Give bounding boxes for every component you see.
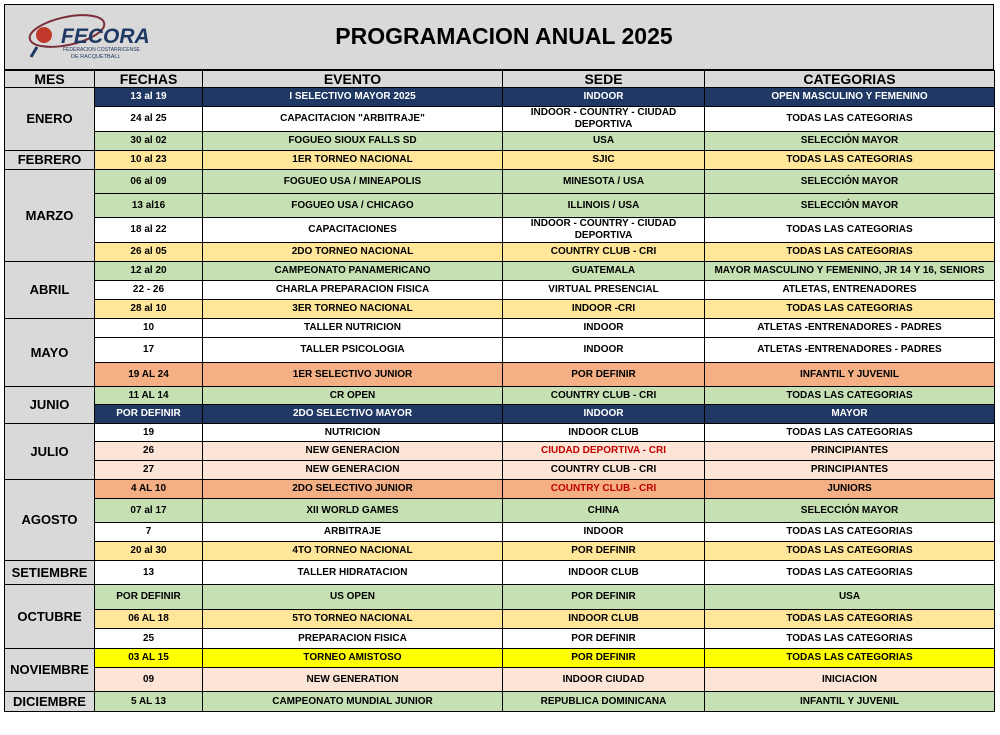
sede-cell: POR DEFINIR — [503, 649, 705, 668]
schedule-row — [5, 442, 995, 461]
categorias-cell: OPEN MASCULINO Y FEMENINO — [705, 88, 995, 107]
evento-cell: 4TO TORNEO NACIONAL — [203, 542, 503, 561]
month-cell: FEBRERO — [5, 151, 95, 170]
categorias-cell: ATLETAS -ENTRENADORES - PADRES — [705, 338, 995, 363]
sede-cell: INDOOR CLUB — [503, 561, 705, 585]
evento-cell: PREPARACION FISICA — [203, 629, 503, 649]
fechas-cell: 28 al 10 — [95, 300, 203, 319]
sede-cell: INDOOR -CRI — [503, 300, 705, 319]
schedule-row — [5, 585, 995, 610]
sede-cell: INDOOR CLUB — [503, 610, 705, 629]
schedule-row — [5, 424, 995, 442]
month-cell: ABRIL — [5, 262, 95, 319]
fechas-cell: POR DEFINIR — [95, 585, 203, 610]
fechas-cell: 4 AL 10 — [95, 480, 203, 499]
column-header-evento: EVENTO — [203, 71, 503, 88]
evento-cell: NEW GENERACION — [203, 461, 503, 480]
schedule-row — [5, 170, 995, 194]
column-header-categorias: CATEGORIAS — [705, 71, 995, 88]
sede-cell: VIRTUAL PRESENCIAL — [503, 281, 705, 300]
column-header-mes: MES — [5, 71, 95, 88]
schedule-row — [5, 405, 995, 424]
fechas-cell: 10 — [95, 319, 203, 338]
evento-cell: CHARLA PREPARACION FISICA — [203, 281, 503, 300]
month-cell: ENERO — [5, 88, 95, 151]
schedule-row — [5, 561, 995, 585]
fechas-cell: 12 al 20 — [95, 262, 203, 281]
categorias-cell: PRINCIPIANTES — [705, 442, 995, 461]
categorias-cell: TODAS LAS CATEGORIAS — [705, 151, 995, 170]
schedule-row — [5, 194, 995, 218]
fechas-cell: 03 AL 15 — [95, 649, 203, 668]
schedule-row — [5, 387, 995, 405]
evento-cell: 2DO SELECTIVO MAYOR — [203, 405, 503, 424]
month-cell: MAYO — [5, 319, 95, 387]
evento-cell: XII WORLD GAMES — [203, 499, 503, 523]
evento-cell: NEW GENERATION — [203, 668, 503, 692]
month-cell: NOVIEMBRE — [5, 649, 95, 692]
categorias-cell: USA — [705, 585, 995, 610]
fechas-cell: 13 al 19 — [95, 88, 203, 107]
sede-cell: COUNTRY CLUB - CRI — [503, 387, 705, 405]
fechas-cell: 17 — [95, 338, 203, 363]
sede-cell: CIUDAD DEPORTIVA - CRI — [503, 442, 705, 461]
evento-cell: NUTRICION — [203, 424, 503, 442]
evento-cell: 1ER SELECTIVO JUNIOR — [203, 363, 503, 387]
fechas-cell: 18 al 22 — [95, 218, 203, 243]
fechas-cell: POR DEFINIR — [95, 405, 203, 424]
month-cell: MARZO — [5, 170, 95, 262]
logo-text: FECORA — [61, 25, 150, 48]
categorias-cell: TODAS LAS CATEGORIAS — [705, 243, 995, 262]
evento-cell: TALLER HIDRATACION — [203, 561, 503, 585]
sede-cell: GUATEMALA — [503, 262, 705, 281]
categorias-cell: INFANTIL Y JUVENIL — [705, 692, 995, 712]
schedule-table — [4, 70, 995, 712]
evento-cell: 2DO SELECTIVO JUNIOR — [203, 480, 503, 499]
fechas-cell: 20 al 30 — [95, 542, 203, 561]
evento-cell: 3ER TORNEO NACIONAL — [203, 300, 503, 319]
month-cell: AGOSTO — [5, 480, 95, 561]
schedule-row — [5, 363, 995, 387]
categorias-cell: TODAS LAS CATEGORIAS — [705, 300, 995, 319]
sede-cell: MINESOTA / USA — [503, 170, 705, 194]
evento-cell: CAPACITACIONES — [203, 218, 503, 243]
sede-cell: CHINA — [503, 499, 705, 523]
sede-cell: POR DEFINIR — [503, 629, 705, 649]
logo-subtitle-2: DE RACQUETBALL — [71, 54, 121, 60]
fechas-cell: 06 al 09 — [95, 170, 203, 194]
sede-cell: POR DEFINIR — [503, 542, 705, 561]
schedule-row — [5, 461, 995, 480]
schedule-sheet — [4, 4, 994, 712]
schedule-row — [5, 300, 995, 319]
fechas-cell: 26 — [95, 442, 203, 461]
evento-cell: 1ER TORNEO NACIONAL — [203, 151, 503, 170]
fechas-cell: 06 AL 18 — [95, 610, 203, 629]
evento-cell: I SELECTIVO MAYOR 2025 — [203, 88, 503, 107]
evento-cell: NEW GENERACION — [203, 442, 503, 461]
evento-cell: FOGUEO USA / MINEAPOLIS — [203, 170, 503, 194]
schedule-row — [5, 480, 995, 499]
schedule-row — [5, 88, 995, 107]
sede-cell: INDOOR — [503, 338, 705, 363]
categorias-cell: SELECCIÓN MAYOR — [705, 170, 995, 194]
sede-cell: INDOOR — [503, 88, 705, 107]
evento-cell: TALLER PSICOLOGIA — [203, 338, 503, 363]
categorias-cell: SELECCIÓN MAYOR — [705, 132, 995, 151]
fechas-cell: 07 al 17 — [95, 499, 203, 523]
categorias-cell: INICIACION — [705, 668, 995, 692]
categorias-cell: SELECCIÓN MAYOR — [705, 499, 995, 523]
column-header-sede: SEDE — [503, 71, 705, 88]
fechas-cell: 19 — [95, 424, 203, 442]
schedule-row — [5, 243, 995, 262]
evento-cell: CAMPEONATO MUNDIAL JUNIOR — [203, 692, 503, 712]
month-cell: JULIO — [5, 424, 95, 480]
schedule-row — [5, 338, 995, 363]
fechas-cell: 24 al 25 — [95, 107, 203, 132]
categorias-cell: TODAS LAS CATEGORIAS — [705, 424, 995, 442]
sede-cell: REPUBLICA DOMINICANA — [503, 692, 705, 712]
sede-cell: INDOOR CIUDAD — [503, 668, 705, 692]
categorias-cell: MAYOR MASCULINO Y FEMENINO, JR 14 Y 16, SENIORS — [705, 262, 995, 281]
categorias-cell: INFANTIL Y JUVENIL — [705, 363, 995, 387]
logo-subtitle-1: FEDERACION COSTARRICENSE — [63, 47, 140, 53]
fechas-cell: 25 — [95, 629, 203, 649]
column-header-row — [5, 71, 995, 88]
categorias-cell: TODAS LAS CATEGORIAS — [705, 610, 995, 629]
sede-cell: INDOOR — [503, 319, 705, 338]
sede-cell: INDOOR - COUNTRY - CIUDAD DEPORTIVA — [503, 107, 705, 132]
sede-cell: COUNTRY CLUB - CRI — [503, 480, 705, 499]
page-title: PROGRAMACION ANUAL 2025 — [335, 23, 673, 49]
categorias-cell: TODAS LAS CATEGORIAS — [705, 649, 995, 668]
sede-cell: POR DEFINIR — [503, 585, 705, 610]
categorias-cell: TODAS LAS CATEGORIAS — [705, 629, 995, 649]
evento-cell: FOGUEO SIOUX FALLS SD — [203, 132, 503, 151]
schedule-row — [5, 262, 995, 281]
sede-cell: SJIC — [503, 151, 705, 170]
sede-cell: INDOOR — [503, 405, 705, 424]
evento-cell: FOGUEO USA / CHICAGO — [203, 194, 503, 218]
month-cell: SETIEMBRE — [5, 561, 95, 585]
schedule-row — [5, 649, 995, 668]
evento-cell: CAMPEONATO PANAMERICANO — [203, 262, 503, 281]
schedule-row — [5, 610, 995, 629]
evento-cell: CAPACITACION "ARBITRAJE" — [203, 107, 503, 132]
sede-cell: INDOOR — [503, 523, 705, 542]
schedule-row — [5, 107, 995, 132]
schedule-row — [5, 281, 995, 300]
sede-cell: COUNTRY CLUB - CRI — [503, 461, 705, 480]
fechas-cell: 22 - 26 — [95, 281, 203, 300]
categorias-cell: TODAS LAS CATEGORIAS — [705, 387, 995, 405]
categorias-cell: TODAS LAS CATEGORIAS — [705, 107, 995, 132]
schedule-row — [5, 499, 995, 523]
fechas-cell: 27 — [95, 461, 203, 480]
schedule-row — [5, 151, 995, 170]
fechas-cell: 26 al 05 — [95, 243, 203, 262]
categorias-cell: TODAS LAS CATEGORIAS — [705, 542, 995, 561]
schedule-row — [5, 319, 995, 338]
sede-cell: ILLINOIS / USA — [503, 194, 705, 218]
evento-cell: CR OPEN — [203, 387, 503, 405]
fechas-cell: 7 — [95, 523, 203, 542]
evento-cell: 5TO TORNEO NACIONAL — [203, 610, 503, 629]
fechas-cell: 5 AL 13 — [95, 692, 203, 712]
fechas-cell: 09 — [95, 668, 203, 692]
evento-cell: TALLER NUTRICION — [203, 319, 503, 338]
schedule-row — [5, 692, 995, 712]
fechas-cell: 30 al 02 — [95, 132, 203, 151]
month-cell: OCTUBRE — [5, 585, 95, 649]
schedule-row — [5, 542, 995, 561]
categorias-cell: TODAS LAS CATEGORIAS — [705, 218, 995, 243]
fechas-cell: 13 al16 — [95, 194, 203, 218]
evento-cell: US OPEN — [203, 585, 503, 610]
fechas-cell: 11 AL 14 — [95, 387, 203, 405]
categorias-cell: JUNIORS — [705, 480, 995, 499]
schedule-row — [5, 132, 995, 151]
fechas-cell: 10 al 23 — [95, 151, 203, 170]
column-header-fechas: FECHAS — [95, 71, 203, 88]
sede-cell: POR DEFINIR — [503, 363, 705, 387]
categorias-cell: PRINCIPIANTES — [705, 461, 995, 480]
schedule-row — [5, 523, 995, 542]
sede-cell: INDOOR CLUB — [503, 424, 705, 442]
sede-cell: COUNTRY CLUB - CRI — [503, 243, 705, 262]
schedule-row — [5, 629, 995, 649]
schedule-row — [5, 218, 995, 243]
header-banner — [4, 4, 994, 70]
evento-cell: ARBITRAJE — [203, 523, 503, 542]
fechas-cell: 19 AL 24 — [95, 363, 203, 387]
month-cell: DICIEMBRE — [5, 692, 95, 712]
sede-cell: USA — [503, 132, 705, 151]
evento-cell: TORNEO AMISTOSO — [203, 649, 503, 668]
schedule-body — [5, 88, 995, 712]
schedule-row — [5, 668, 995, 692]
categorias-cell: MAYOR — [705, 405, 995, 424]
categorias-cell: TODAS LAS CATEGORIAS — [705, 561, 995, 585]
month-cell: JUNIO — [5, 387, 95, 424]
categorias-cell: ATLETAS, ENTRENADORES — [705, 281, 995, 300]
categorias-cell: ATLETAS -ENTRENADORES - PADRES — [705, 319, 995, 338]
categorias-cell: SELECCIÓN MAYOR — [705, 194, 995, 218]
sede-cell: INDOOR - COUNTRY - CIUDAD DEPORTIVA — [503, 218, 705, 243]
fechas-cell: 13 — [95, 561, 203, 585]
categorias-cell: TODAS LAS CATEGORIAS — [705, 523, 995, 542]
evento-cell: 2DO TORNEO NACIONAL — [203, 243, 503, 262]
